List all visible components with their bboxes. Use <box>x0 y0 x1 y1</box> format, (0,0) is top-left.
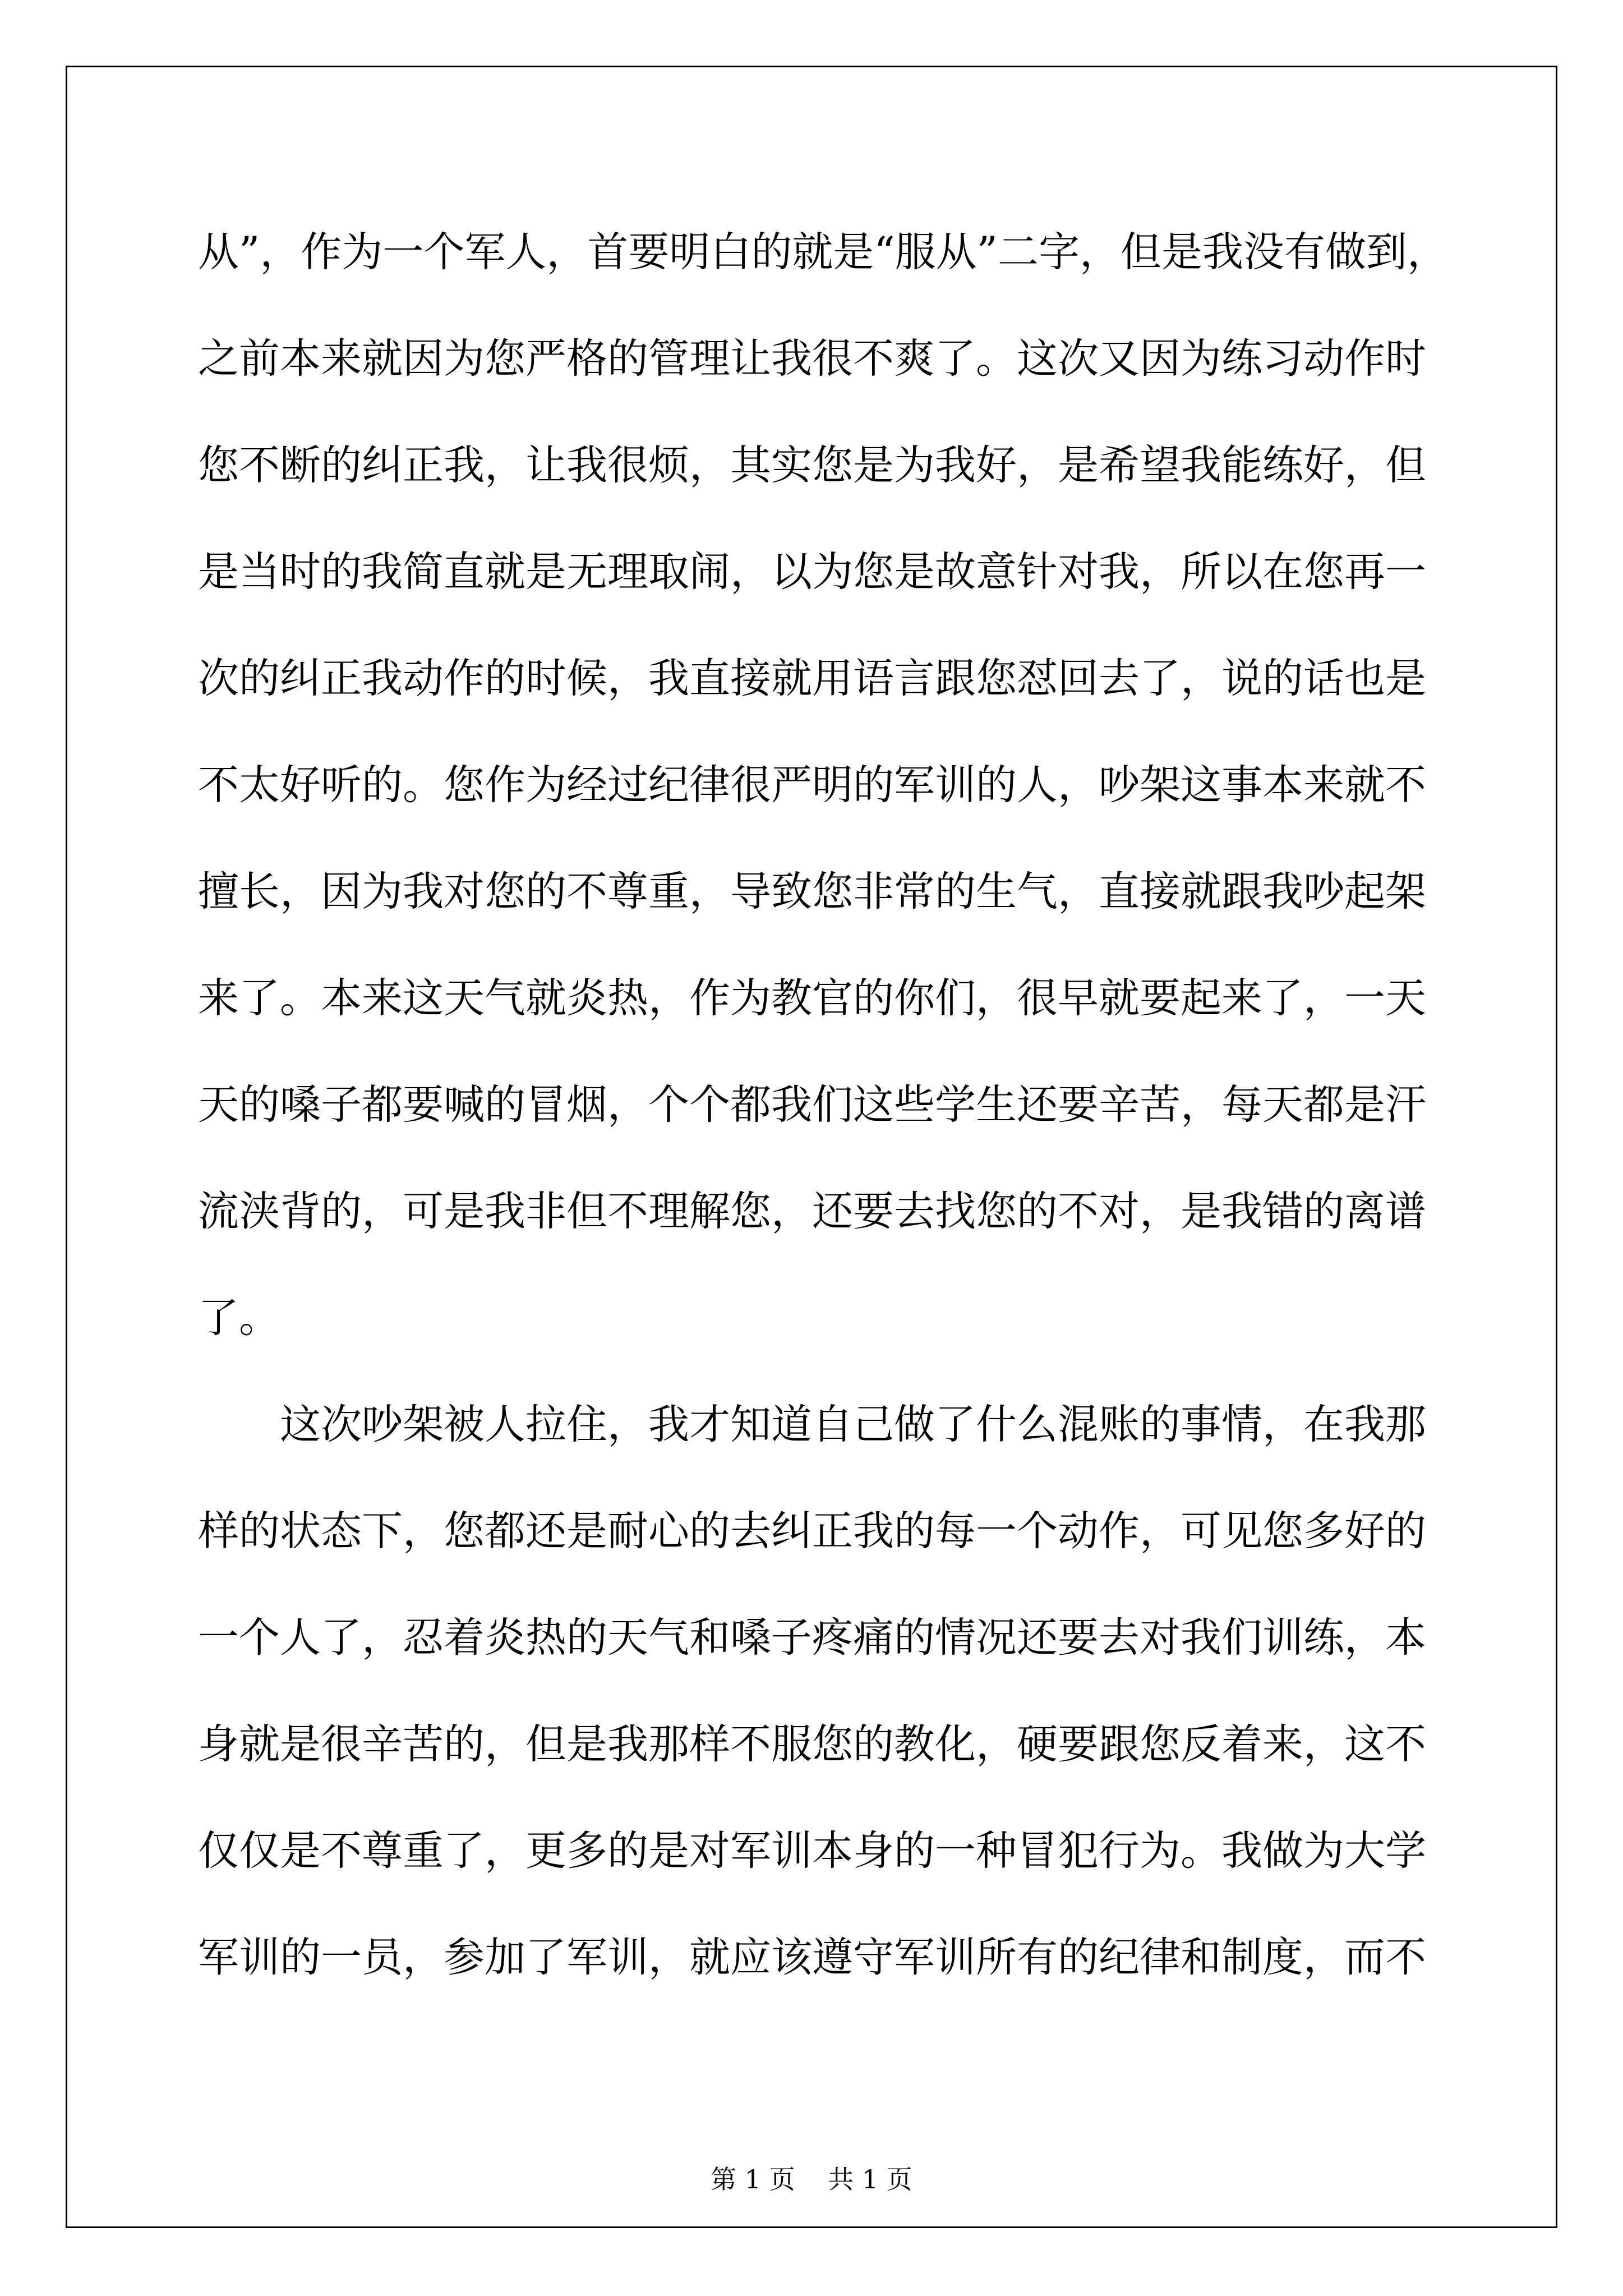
text-line: 仅仅是不尊重了，更多的是对军训本身的一种冒犯行为。我做为大学 <box>198 1827 1426 1875</box>
text-line: 天的嗓子都要喊的冒烟，个个都我们这些学生还要辛苦，每天都是汗 <box>198 1081 1426 1129</box>
text-line: 身就是很辛苦的，但是我那样不服您的教化，硬要跟您反着来，这不 <box>198 1720 1426 1768</box>
paragraph <box>198 199 1448 1372</box>
document-body <box>198 199 1448 2011</box>
text-line: 一个人了，忍着炎热的天气和嗓子疼痛的情况还要去对我们训练，本 <box>198 1614 1426 1662</box>
text-line: 来了。本来这天气就炎热，作为教官的你们，很早就要起来了，一天 <box>198 974 1426 1022</box>
text-line: 是当时的我简直就是无理取闹，以为您是故意针对我，所以在您再一 <box>198 548 1426 596</box>
text-line: 样的状态下，您都还是耐心的去纠正我的每一个动作，可见您多好的 <box>198 1507 1426 1555</box>
text-line: 次的纠正我动作的时候，我直接就用语言跟您怼回去了，说的话也是 <box>198 655 1426 702</box>
text-line: 流浃背的，可是我非但不理解您，还要去找您的不对，是我错的离谱 <box>198 1188 1426 1235</box>
text-line: 了。 <box>198 1294 280 1342</box>
page-footer: 第 1 页 共 1 页 <box>711 2164 912 2194</box>
text-line: 这次吵架被人拉住，我才知道自己做了什么混账的事情，在我那 <box>280 1401 1426 1448</box>
text-line: 从”，作为一个军人，首要明白的就是“服从”二字，但是我没有做到， <box>198 228 1448 276</box>
text-line: 擅长，因为我对您的不尊重，导致您非常的生气，直接就跟我吵起架 <box>198 868 1426 915</box>
text-line: 不太好听的。您作为经过纪律很严明的军训的人，吵架这事本来就不 <box>198 761 1426 809</box>
text-line: 您不断的纠正我，让我很烦，其实您是为我好，是希望我能练好，但 <box>198 441 1426 489</box>
text-line: 之前本来就因为您严格的管理让我很不爽了。这次又因为练习动作时 <box>198 335 1426 383</box>
paragraph <box>198 1372 1426 2011</box>
text-line: 军训的一员，参加了军训，就应该遵守军训所有的纪律和制度，而不 <box>198 1934 1426 1981</box>
